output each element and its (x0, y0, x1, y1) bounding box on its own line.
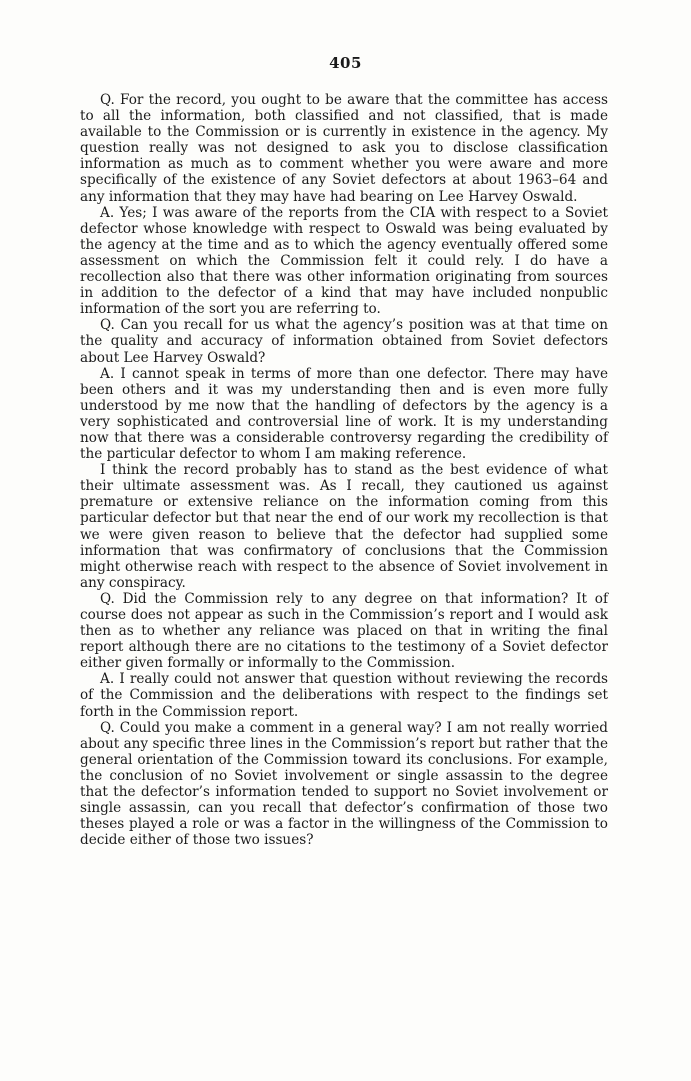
paragraph-answer-2: A. I cannot speak in terms of more than one defector. There may have been others and it was my understanding then and is even more fully understood by me now that the handling of defectors by the agency is a very sophisticated and controversial line of work. It is my understanding now that there was a considerable controversy regarding the credibility of the particular defector to whom I am making reference. (80, 365, 608, 463)
paragraph-answer-2-continued: I think the record probably has to stand as the best evidence of what their ultimate assessment was. As I recall, they cautioned us against premature or extensive reliance on the information coming from this particular defector but that near the end of our work my recollection is that we were given reason to believe that the defector had supplied some information that was confirmatory of conclusions that the Commission might otherwise reach with respect to the absence of Soviet involvement in any conspiracy. (80, 462, 608, 591)
paragraph-question-4: Q. Could you make a comment in a general way? I am not really worried about any specific three lines in the Commission’s report but rather that the general orientation of the Commission toward its conclusions. For example, the conclusion of no Soviet involvement or single assassin to the degree that the defector’s information tended to support no Soviet involvement or single assassin, can you recall that defector’s confirmation of those two theses played a role or was a factor in the willingness of the Commission to decide either of those two issues? (80, 719, 608, 849)
paragraph-answer-1: A. Yes; I was aware of the reports from the CIA with respect to a Soviet defector whose knowledge with respect to Oswald was being evaluated by the agency at the time and as to which the agency eventually offered some assessment on which the Commission felt it could rely. I do have a recollection also that there was other information originating from sources in addition to the defector of a kind that may have included nonpublic information of the sort you are referring to. (80, 204, 608, 318)
paragraph-question-1: Q. For the record, you ought to be aware that the committee has access to all the information, both classified and not classified, that is made available to the Commission or is currently in existence in the agency. My question really was not designed to ask you to disclose classification information as much as to comment whether you were aware and more specifically of the existence of any Soviet defectors at about 1963–64 and any information that they may have had bearing on Lee Harvey Oswald. (80, 92, 608, 205)
page-number: 405 (329, 54, 362, 72)
paragraph-question-2: Q. Can you recall for us what the agency’s position was at that time on the quality and accuracy of information obtained from Soviet defectors about Lee Harvey Oswald? (80, 317, 608, 366)
testimony-body (80, 92, 608, 848)
paragraph-question-3: Q. Did the Commission rely to any degree on that information? It of course does not appear as such in the Commission’s report and I would ask then as to whether any reliance was placed on that in writing the final report although there are no citations to the testimony of a Soviet defector either given formally or informally to the Commission. (80, 590, 608, 672)
paragraph-answer-3: A. I really could not answer that question without reviewing the records of the Commission and the deliberations with respect to the findings set forth in the Commission report. (80, 671, 608, 720)
